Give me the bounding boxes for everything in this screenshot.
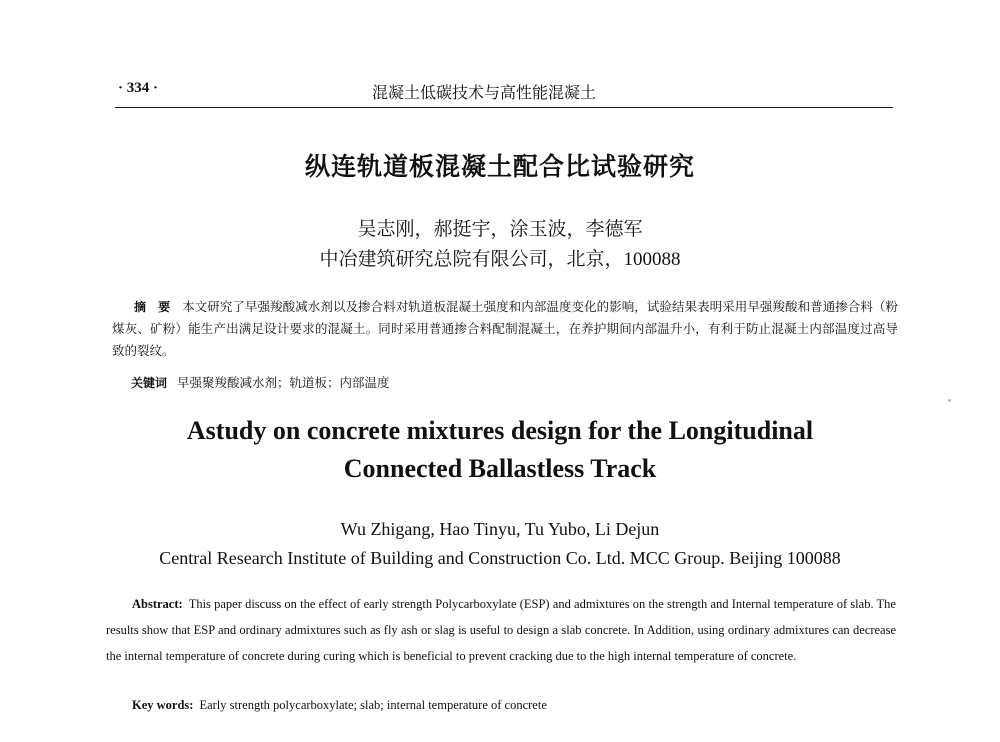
chinese-keywords	[131, 373, 390, 391]
running-header-journal-title: 混凝土低碳技术与高性能混凝土	[372, 83, 597, 102]
english-abstract-label: Abstract:	[132, 597, 183, 611]
english-keywords-text: Early strength polycarboxylate; slab; internal temperature of concrete	[199, 698, 547, 712]
chinese-keywords-text: 早强聚羧酸减水剂；轨道板；内部温度	[177, 376, 390, 390]
chinese-affiliation: 中冶建筑研究总院有限公司，北京，100088	[319, 249, 681, 270]
page-number: · 334 ·	[118, 80, 159, 96]
scan-speck	[948, 399, 951, 402]
english-abstract-text: This paper discuss on the effect of early strength Polycarboxylate (ESP) and admixtures on the strength and Internal temperature of slab. The results show that ESP and ordinary admixtures such as fly ash or slag is useful to design a slab concrete. In Addition, using ordinary admixtures can decrease the internal temperature of concrete during curing which is beneficial to prevent cracking due to the high internal temperature of concrete.	[106, 597, 896, 663]
chinese-abstract-label: 摘 要	[134, 300, 171, 314]
header-rule	[115, 107, 893, 108]
english-authors: Wu Zhigang, Hao Tinyu, Tu Yubo, Li Dejun	[340, 519, 660, 539]
chinese-abstract-text: 本文研究了早强羧酸减水剂以及掺合料对轨道板混凝土强度和内部温度变化的影响，试验结果表明采用早强羧酸和普通掺合料（粉煤灰、矿粉）能生产出满足设计要求的混凝土。同时采用普通掺合料配制混凝土，在养护期间内部温升小，有利于防止混凝土内部温度过高导致的裂纹。	[112, 300, 898, 358]
chinese-keywords-label: 关键词	[131, 376, 168, 390]
chinese-title: 纵连轨道板混凝土配合比试验研究	[304, 154, 695, 181]
chinese-abstract	[112, 296, 898, 362]
english-keywords-label: Key words:	[132, 698, 194, 712]
english-title-line-2: Connected Ballastless Track	[343, 454, 657, 483]
english-abstract	[106, 591, 896, 669]
english-affiliation: Central Research Institute of Building and Construction Co. Ltd. MCC Group. Beijing 100088	[159, 548, 841, 568]
english-title-line-1: Astudy on concrete mixtures design for the Longitudinal	[186, 416, 814, 445]
chinese-authors: 吴志刚，郝挺宇，涂玉波，李德军	[357, 219, 643, 240]
english-keywords	[106, 698, 547, 713]
english-title	[0, 412, 1000, 488]
